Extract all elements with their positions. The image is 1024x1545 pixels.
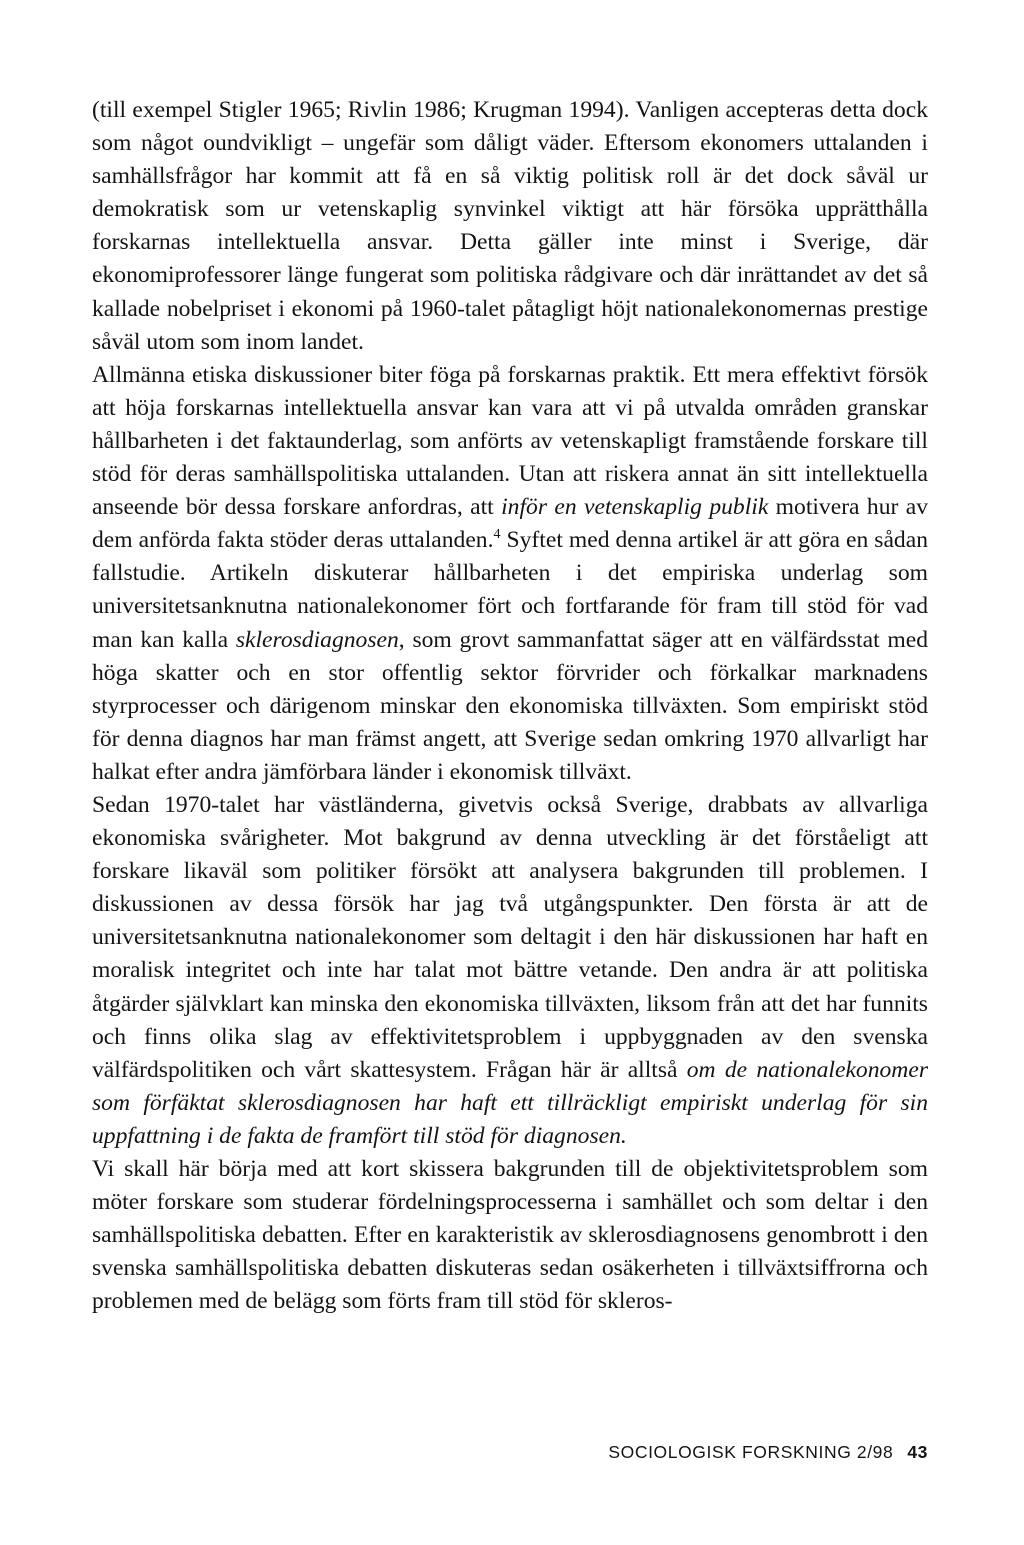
paragraph-2 [92, 359, 928, 789]
paragraph-4: Vi skall här börja med att kort skissera bakgrunden till de objektivitetsproblem som möter forskare som studerar fördelningsprocesserna i samhället och som deltar i den samhällspolitiska debatten. Efter en karakteristik av sklerosdiagnosens genombrott i den svenska samhällspolitiska debatten diskuteras sedan osäkerheten i tillväxtsiffrorna och problemen med de belägg som förts fram till stöd för skleros- [92, 1156, 928, 1315]
paragraph-2-text-a: Allmänna etiska diskussioner biter föga på forskarnas praktik. Ett mera effektivt försök att höja forskarnas intellektuella ansvar kan vara att vi på utvalda områden granskar hållbarheten i det faktaunderlag, som anförts av vetenskapligt framstående forskare till stöd för deras samhällspolitiska uttalanden. Utan att riskera annat än sitt intellektuella anseende bör dessa forskare anfordras, att [92, 361, 928, 521]
paragraph-3-text-a: Sedan 1970-talet har västländerna, givetvis också Sverige, drabbats av allvarliga ekonomiska svårigheter. Mot bakgrund av denna utveckling är det förståeligt att forskare likaväl som politiker försökt att analysera bakgrunden till problemen. I diskussionen av dessa försök har jag två utgångspunkter. Den första är att de universitetsanknutna nationalekonomer som deltagit i den här diskussionen har haft en moralisk integritet och inte har talat mot bättre vetande. Den andra är att politiska åtgärder självklart kan minska den ekonomiska tillväxten, liksom från att det har funnits och finns olika slag av effektivitetsproblem i uppbyggnaden av den svenska välfärdspolitiken och vårt skattesystem. Frågan här är alltså [92, 791, 928, 1083]
emphasis-scientific-audience: inför en vetenskaplig publik [501, 494, 769, 521]
emphasis-sclerosis-diagnosis: sklerosdiagnosen [235, 626, 399, 653]
page-footer [608, 1442, 928, 1463]
footnote-ref-4: 4 [493, 527, 501, 543]
paragraph-3 [92, 789, 928, 1153]
paragraph-2-text-c: Syftet med denna artikel är att göra en sådan fallstudie. Artikeln diskuterar hållbarheten i det empiriska underlag som universitetsanknutna nationalekonomer fört och fortfarande för fram till stöd för vad man kan kalla [92, 527, 928, 653]
emphasis-research-question: om de nationalekonomer som förfäktat sklerosdiagnosen har haft ett tillräckligt empiriskt underlag för sin uppfattning i de fakta de framfört till stöd för diagnosen. [92, 1056, 929, 1149]
journal-name: SOCIOLOGISK FORSKNING 2/98 [608, 1442, 894, 1462]
page-body [92, 94, 928, 1318]
paragraph-1: (till exempel Stigler 1965; Rivlin 1986; Krugman 1994). Vanligen accepteras detta dock som något oundvikligt – ungefär som dåligt väder. Eftersom ekonomers uttalanden i samhällsfrågor har kommit att få en så viktig politisk roll är det dock såväl ur demokratisk som ur vetenskaplig synvinkel viktigt att här försöka upprätthålla forskarnas intellektuella ansvar. Detta gäller inte minst i Sverige, där ekonomiprofessorer länge fungerat som politiska rådgivare och där inrättandet av det så kallade nobelpriset i ekonomi på 1960-talet påtagligt höjt nationalekonomernas prestige såväl utom som inom landet. [92, 97, 928, 355]
page-number: 43 [907, 1442, 928, 1462]
paragraph-2-text-b: motivera hur av dem anförda fakta stöder deras uttalanden. [92, 494, 928, 554]
paragraph-2-text-d: , som grovt sammanfattat säger att en välfärdsstat med höga skatter och en stor offentlig sektor förvrider och förkalkar marknadens styrprocesser och därigenom minskar den ekonomiska tillväxten. Som empiriskt stöd för denna diagnos har man främst angett, att Sverige sedan omkring 1970 allvarligt har halkat efter andra jämförbara länder i ekonomisk tillväxt. [92, 626, 928, 785]
